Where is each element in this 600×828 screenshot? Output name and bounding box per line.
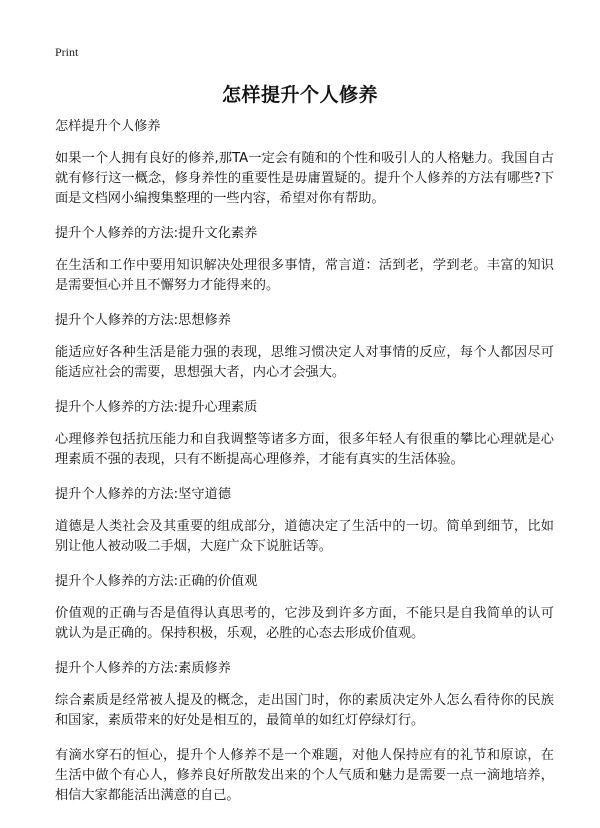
section-heading-quality: 提升个人修养的方法:素质修养 bbox=[55, 661, 231, 676]
section-body-thought: 能适应好各种生活是能力强的表现，思维习惯决定人对事情的反应，每个人都因尽可能适应社会的需要，思想强大者，内心才会强大。 bbox=[55, 345, 554, 380]
section-heading-culture: 提升个人修养的方法:提升文化素养 bbox=[55, 226, 258, 241]
article-body bbox=[55, 117, 554, 821]
section-heading-morality: 提升个人修养的方法:坚守道德 bbox=[55, 487, 231, 502]
section-heading-values: 提升个人修养的方法:正确的价值观 bbox=[55, 574, 258, 589]
section-heading-thought: 提升个人修养的方法:思想修养 bbox=[55, 313, 231, 328]
intro-paragraph: 如果一个人拥有良好的修养,那TA一定会有随和的个性和吸引人的人格魅力。我国自古就有修行这一概念，修身养性的重要性是毋庸置疑的。提升个人修养的方法有哪些?下面是文档网小编搜集整理的一些内容，希望对你有帮助。 bbox=[55, 151, 554, 206]
page-title: 怎样提升个人修养 bbox=[221, 84, 378, 106]
print-link[interactable]: Print bbox=[55, 45, 79, 59]
section-body-values: 价值观的正确与否是值得认真思考的，它涉及到许多方面，不能只是自我简单的认可就认为是正确的。保持积极，乐观，必胜的心态去形成价值观。 bbox=[55, 606, 554, 641]
section-body-psychology: 心理修养包括抗压能力和自我调整等诸多方面，很多年轻人有很重的攀比心理就是心理素质不强的表现，只有不断提高心理修养，才能有真实的生活体验。 bbox=[55, 432, 554, 467]
section-heading-psychology: 提升个人修养的方法:提升心理素质 bbox=[55, 400, 258, 415]
intro-heading: 怎样提升个人修养 bbox=[55, 119, 161, 134]
closing-paragraph: 有滴水穿石的恒心，提升个人修养不是一个难题，对他人保持应有的礼节和原谅，在生活中做个有心人，修养良好所散发出来的个人气质和魅力是需要一点一滴地培养，相信大家都能活出满意的自己。 bbox=[55, 748, 554, 803]
section-body-morality: 道德是人类社会及其重要的组成部分，道德决定了生活中的一切。简单到细节，比如别让他人被动吸二手烟，大庭广众下说脏话等。 bbox=[55, 519, 554, 554]
section-body-quality: 综合素质是经常被人提及的概念，走出国门时，你的素质决定外人怎么看待你的民族和国家，素质带来的好处是相互的，最简单的如红灯停绿灯行。 bbox=[55, 693, 554, 728]
section-body-culture: 在生活和工作中要用知识解决处理很多事情，常言道：活到老，学到老。丰富的知识是需要恒心并且不懈努力才能得来的。 bbox=[55, 258, 554, 293]
